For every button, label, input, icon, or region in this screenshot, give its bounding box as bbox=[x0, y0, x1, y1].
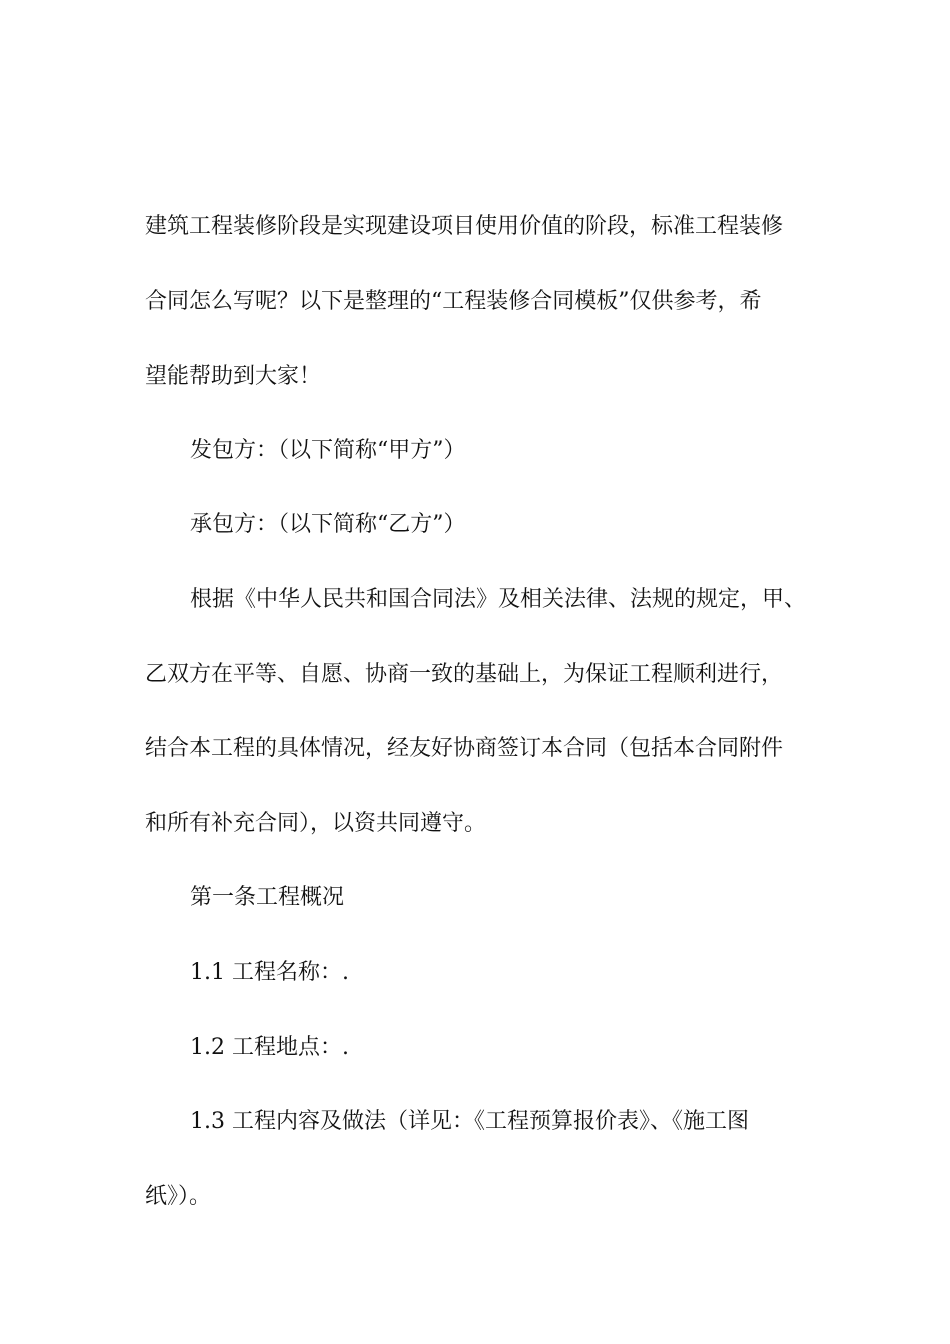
intro-line-3: 望能帮助到大家！ bbox=[145, 364, 322, 389]
party-b-line: 承包方：（以下简称“乙方”） bbox=[190, 512, 466, 537]
basis-line-1: 根据《中华人民共和国合同法》及相关法律、法规的规定，甲、 bbox=[190, 587, 807, 612]
article-1-item-3-line-2: 纸》）。 bbox=[145, 1184, 212, 1209]
article-1-item-2: 1.2 工程地点：. bbox=[190, 1035, 349, 1060]
party-a-line: 发包方：（以下简称“甲方”） bbox=[190, 438, 466, 463]
article-1-title: 第一条工程概况 bbox=[190, 885, 345, 910]
intro-line-2: 合同怎么写呢？以下是整理的“工程装修合同模板”仅供参考，希 bbox=[145, 289, 762, 314]
basis-line-3: 结合本工程的具体情况，经友好协商签订本合同（包括本合同附件 bbox=[145, 736, 784, 761]
basis-line-2: 乙双方在平等、自愿、协商一致的基础上，为保证工程顺利进行， bbox=[145, 662, 784, 687]
article-1-item-3-line-1: 1.3 工程内容及做法（详见：《工程预算报价表》、《施工图 bbox=[190, 1109, 749, 1134]
basis-line-4: 和所有补充合同），以资共同遵守。 bbox=[145, 811, 487, 836]
article-1-item-1: 1.1 工程名称：. bbox=[190, 960, 349, 985]
intro-line-1: 建筑工程装修阶段是实现建设项目使用价值的阶段，标准工程装修 bbox=[145, 214, 784, 239]
